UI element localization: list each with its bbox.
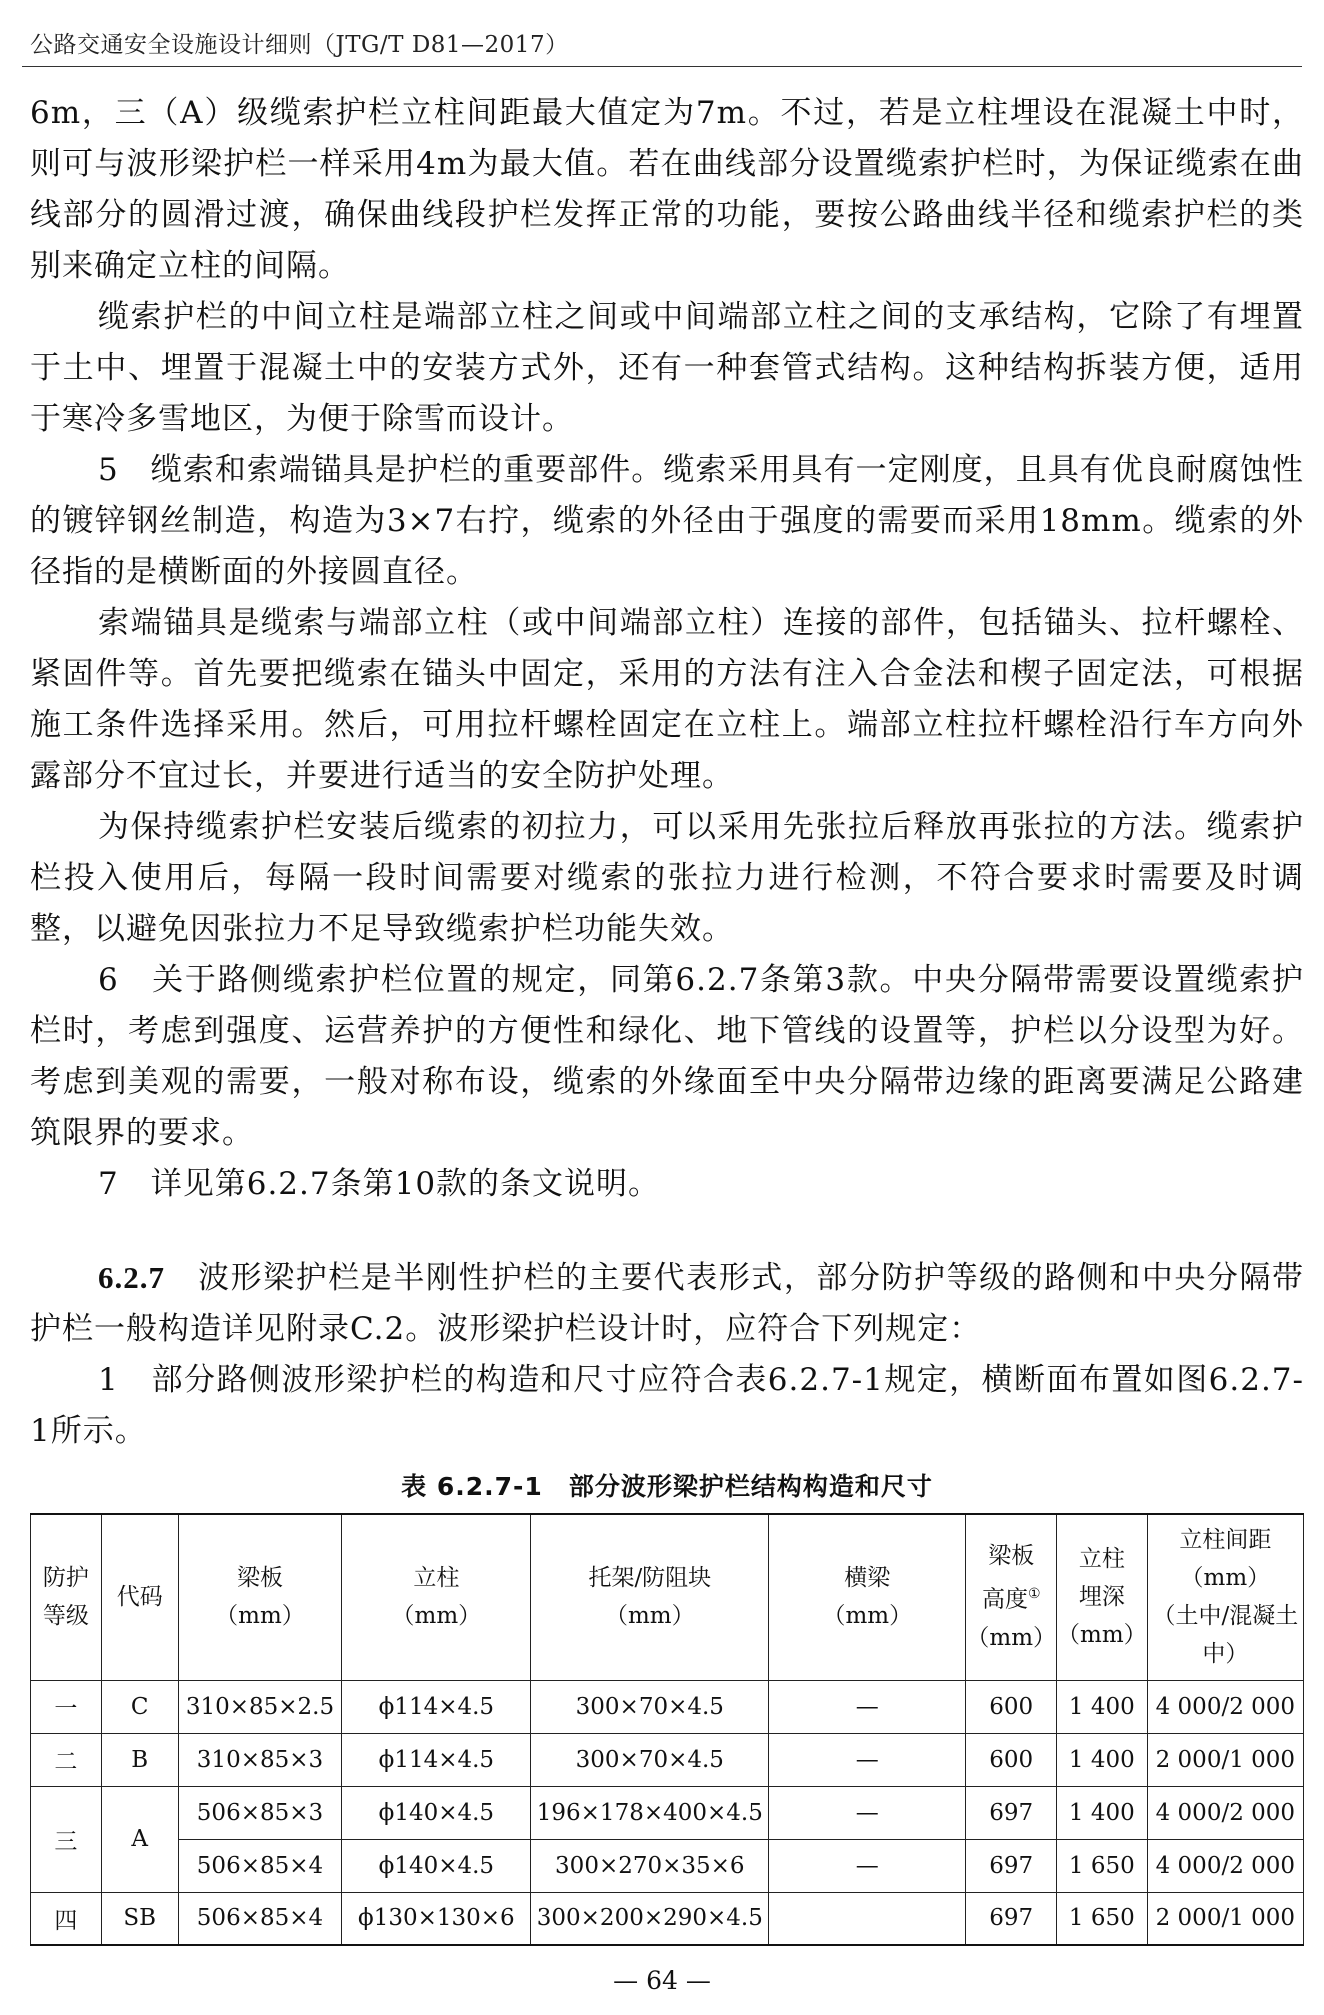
cell-bracket: 300×70×4.5 [531,1733,769,1786]
table-caption: 表 6.2.7-1 部分波形梁护栏结构构造和尺寸 [401,1472,933,1501]
cell-spacing: 4 000/2 000 [1147,1839,1303,1892]
cell-post: ϕ140×4.5 [342,1839,531,1892]
paragraph: 缆索护栏的中间立柱是端部立柱之间或中间端部立柱之间的支承结构，它除了有埋置于土中、埋置于混凝土中的安装方式外，还有一种套管式结构。这种结构拆装方便，适用于寒冷多雪地区，为便于除雪而设计。 [30,299,1304,437]
cell-depth: 1 650 [1057,1839,1148,1892]
header-level: 防护 等级 [31,1514,102,1680]
cell-bracket: 196×178×400×4.5 [531,1786,769,1839]
header-rule [22,66,1302,67]
body-text [30,88,1304,1946]
table-row [31,1786,1304,1839]
table-row [31,1839,1304,1892]
cell-level: 四 [31,1892,102,1945]
cell-post: ϕ114×4.5 [342,1733,531,1786]
header-post: 立柱 （mm） [342,1514,531,1680]
clause-text: 波形梁护栏是半刚性护栏的主要代表形式，部分防护等级的路侧和中央分隔带护栏一般构造详见附录C.2。波形梁护栏设计时，应符合下列规定： [30,1260,1304,1347]
cell-code: C [101,1680,178,1733]
footnote-marker: ① [1027,1586,1041,1603]
cell-code: B [101,1733,178,1786]
table-header-row [31,1514,1304,1680]
paragraph: 7 详见第6.2.7条第10款的条文说明。 [98,1166,661,1202]
cell-depth: 1 400 [1057,1733,1148,1786]
cell-level: 一 [31,1680,102,1733]
cell-crossbeam: — [769,1680,966,1733]
clause-item: 1 部分路侧波形梁护栏的构造和尺寸应符合表6.2.7-1规定，横断面布置如图6.2.7-1所示。 [30,1362,1304,1449]
cell-depth: 1 650 [1057,1892,1148,1945]
cell-beam: 506×85×4 [178,1839,342,1892]
cell-height: 697 [966,1892,1057,1945]
page-number: — 64 — [613,1966,711,1995]
cell-code: A [101,1786,178,1892]
cell-crossbeam: — [769,1839,966,1892]
clause-paragraph [30,1252,1304,1355]
header-beam: 梁板 （mm） [178,1514,342,1680]
header-crossbeam: 横梁 （mm） [769,1514,966,1680]
cell-code: SB [101,1892,178,1945]
header-bracket: 托架/防阻块 （mm） [531,1514,769,1680]
cell-crossbeam: — [769,1786,966,1839]
cell-spacing: 4 000/2 000 [1147,1786,1303,1839]
cell-beam: 310×85×2.5 [178,1680,342,1733]
cell-depth: 1 400 [1057,1786,1148,1839]
cell-spacing: 2 000/1 000 [1147,1733,1303,1786]
paragraph: 6 关于路侧缆索护栏位置的规定，同第6.2.7条第3款。中央分隔带需要设置缆索护栏时，考虑到强度、运营养护的方便性和绿化、地下管线的设置等，护栏以分设型为好。考虑到美观的需要，一般对称布设，缆索的外缘面至中央分隔带边缘的距离要满足公路建筑限界的要求。 [30,962,1304,1151]
cell-height: 697 [966,1839,1057,1892]
table-row [31,1680,1304,1733]
paragraph: 索端锚具是缆索与端部立柱（或中间端部立柱）连接的部件，包括锚头、拉杆螺栓、紧固件等。首先要把缆索在锚头中固定，采用的方法有注入合金法和楔子固定法，可根据施工条件选择采用。然后，可用拉杆螺栓固定在立柱上。端部立柱拉杆螺栓沿行车方向外露部分不宜过长，并要进行适当的安全防护处理。 [30,605,1304,794]
paragraph: 5 缆索和索端锚具是护栏的重要部件。缆索采用具有一定刚度，且具有优良耐腐蚀性的镀锌钢丝制造，构造为3×7右拧，缆索的外径由于强度的需要而采用18mm。缆索的外径指的是横断面的外接圆直径。 [30,452,1304,590]
cell-bracket: 300×200×290×4.5 [531,1892,769,1945]
cell-bracket: 300×70×4.5 [531,1680,769,1733]
header-height: 梁板 高度① （mm） [966,1514,1057,1680]
cell-height: 697 [966,1786,1057,1839]
cell-height: 600 [966,1733,1057,1786]
table-row [31,1733,1304,1786]
cell-crossbeam: — [769,1733,966,1786]
cell-level: 三 [31,1786,102,1892]
table-row [31,1892,1304,1945]
cell-bracket: 300×270×35×6 [531,1839,769,1892]
cell-beam: 310×85×3 [178,1733,342,1786]
cell-height: 600 [966,1680,1057,1733]
paragraph: 6m，三（A）级缆索护栏立柱间距最大值定为7m。不过，若是立柱埋设在混凝土中时，则可与波形梁护栏一样采用4m为最大值。若在曲线部分设置缆索护栏时，为保证缆索在曲线部分的圆滑过渡，确保曲线段护栏发挥正常的功能，要按公路曲线半径和缆索护栏的类别来确定立柱的间隔。 [30,95,1304,284]
cell-spacing: 4 000/2 000 [1147,1680,1303,1733]
cell-beam: 506×85×4 [178,1892,342,1945]
spec-table [30,1513,1304,1946]
cell-post: ϕ140×4.5 [342,1786,531,1839]
cell-level: 二 [31,1733,102,1786]
header-depth: 立柱 埋深 （mm） [1057,1514,1148,1680]
header-code: 代码 [101,1514,178,1680]
clause-number: 6.2.7 [98,1260,165,1295]
header-spacing: 立柱间距 （mm） （土中/混凝土中） [1147,1514,1303,1680]
cell-post: ϕ130×130×6 [342,1892,531,1945]
running-header: 公路交通安全设施设计细则（JTG/T D81—2017） [30,32,569,58]
cell-post: ϕ114×4.5 [342,1680,531,1733]
cell-crossbeam [769,1892,966,1945]
cell-depth: 1 400 [1057,1680,1148,1733]
cell-spacing: 2 000/1 000 [1147,1892,1303,1945]
cell-beam: 506×85×3 [178,1786,342,1839]
section-gap [30,1210,1304,1252]
paragraph: 为保持缆索护栏安装后缆索的初拉力，可以采用先张拉后释放再张拉的方法。缆索护栏投入使用后，每隔一段时间需要对缆索的张拉力进行检测，不符合要求时需要及时调整，以避免因张拉力不足导致缆索护栏功能失效。 [30,809,1304,947]
